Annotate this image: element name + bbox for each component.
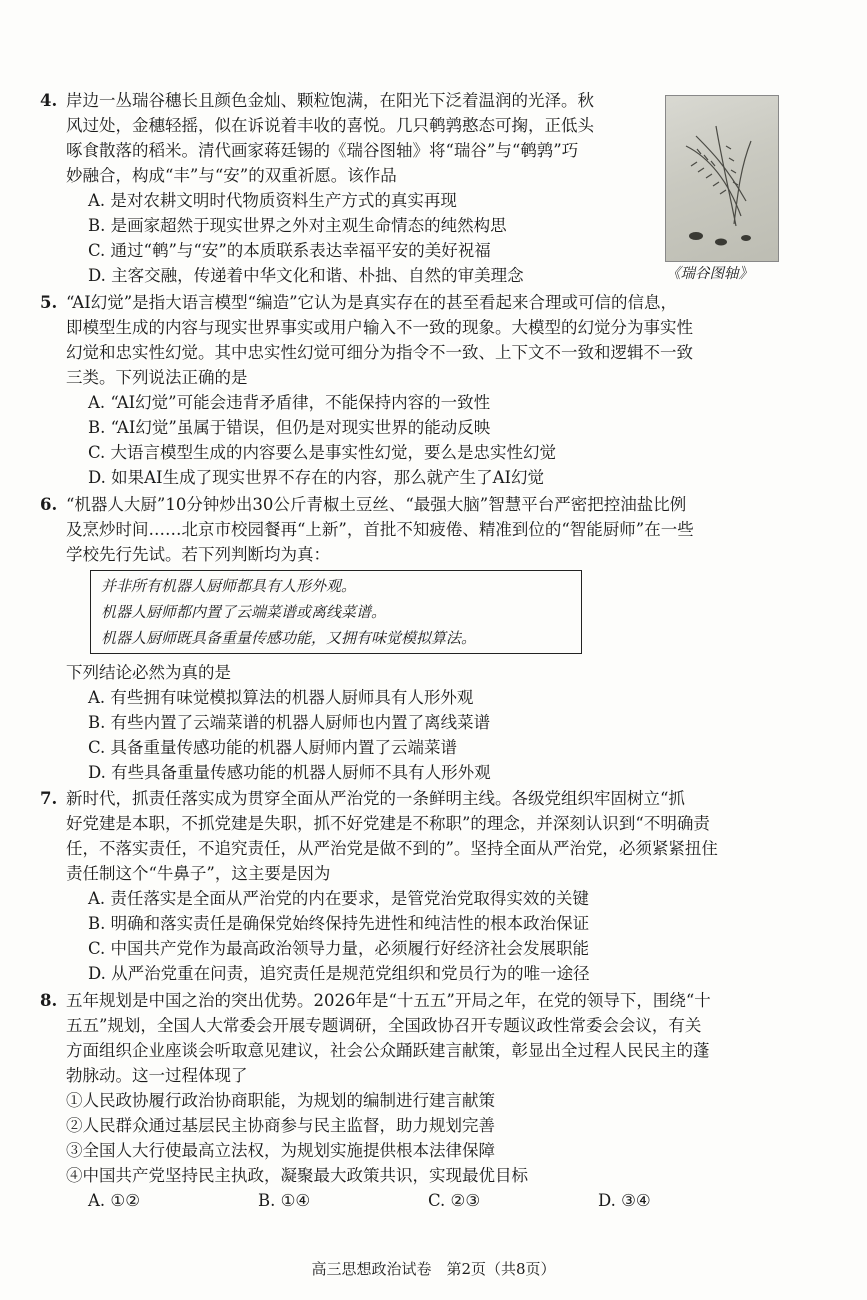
question-4-line-4: 妙融合，构成“丰”与“安”的双重祈愿。该作品	[66, 166, 397, 185]
rice-stalk-illustration	[666, 96, 778, 261]
question-6	[40, 492, 846, 567]
question-5	[40, 290, 846, 490]
page-footer: 高三思想政治试卷 第2页（共8页）	[311, 1260, 556, 1278]
option-c: C. 具备重量传感功能的机器人厨师内置了云端菜谱	[88, 738, 458, 757]
question-5-line-2: 即模型生成的内容与现实世界事实或用户输入不一致的现象。大模型的幻觉分为事实性	[66, 318, 693, 337]
choice-b: B. ①④	[258, 1191, 311, 1210]
question-6-line-3: 学校先行先试。若下列判断均为真：	[66, 545, 330, 564]
question-8-line-2: 五五”规划，全国人大常委会开展专题调研，全国政协召开专题议政性常委会会议，有关	[66, 1016, 702, 1035]
question-number: 4.	[40, 91, 58, 110]
condition-1: 并非所有机器人厨师都具有人形外观。	[101, 577, 357, 595]
option-d: D. 从严治党重在问责，追究责任是规范党组织和党员行为的唯一途径	[88, 964, 590, 983]
choice-a: A. ①②	[88, 1191, 140, 1210]
option-a: A. “AI幻觉”可能会违背矛盾律，不能保持内容的一致性	[88, 393, 491, 412]
question-5-line-4: 三类。下列说法正确的是	[66, 368, 248, 387]
question-7-line-4: 责任制这个“牛鼻子”，这主要是因为	[66, 864, 331, 883]
question-number: 8.	[40, 991, 58, 1010]
answer-choices	[66, 1188, 846, 1213]
question-7-line-2: 好党建是本职，不抓党建是失职，抓不好党建是不称职”的理念，并深刻认识到“不明确责	[66, 814, 710, 833]
question-4-line-3: 啄食散落的稻米。清代画家蒋廷锡的《瑞谷图轴》将“瑞谷”与“鹌鹑”巧	[66, 141, 579, 160]
statement-2: ②人民群众通过基层民主协商参与民主监督，助力规划完善	[66, 1116, 495, 1135]
question-8-line-3: 方面组织企业座谈会听取意见建议，社会公众踊跃建言献策，彰显出全过程人民民主的蓬	[66, 1041, 710, 1060]
question-8-line-1: 8. 五年规划是中国之治的突出优势。2026年是“十五五”开局之年，在党的领导下，围绕“十	[66, 988, 846, 1013]
option-a: A. 有些拥有味觉模拟算法的机器人厨师具有人形外观	[88, 688, 474, 707]
question-7-line-3: 任，不落实责任，不追究责任，从严治党是做不到的”。坚持全面从严治党，必须紧紧扭住	[66, 839, 718, 858]
question-number: 6.	[40, 495, 58, 514]
question-6-options	[66, 660, 846, 785]
option-c: C. 中国共产党作为最高政治领导力量，必须履行好经济社会发展职能	[88, 939, 590, 958]
question-6-prompt: 下列结论必然为真的是	[66, 663, 231, 682]
question-8	[40, 988, 846, 1213]
condition-3: 机器人厨师既具备重量传感功能，又拥有味觉模拟算法。	[101, 629, 477, 647]
statement-3: ③全国人大行使最高立法权，为规划实施提供根本法律保障	[66, 1141, 495, 1160]
option-c: C. 大语言模型生成的内容要么是事实性幻觉，要么是忠实性幻觉	[88, 443, 557, 462]
option-d: D. 有些具备重量传感功能的机器人厨师不具有人形外观	[88, 763, 491, 782]
option-a: A. 责任落实是全面从严治党的内在要求，是管党治党取得实效的关键	[88, 889, 589, 908]
question-number: 5.	[40, 293, 58, 312]
option-a: A. 是对农耕文明时代物质资料生产方式的真实再现	[88, 191, 457, 210]
painting-caption: 《瑞谷图轴》	[666, 266, 753, 282]
question-7-line-1: 7. 新时代，抓责任落实成为贯穿全面从严治党的一条鲜明主线。各级党组织牢固树立“抓	[66, 786, 846, 811]
statement-4: ④中国共产党坚持民主执政，凝聚最大政策共识，实现最优目标	[66, 1166, 528, 1185]
question-4-line-2: 风过处，金穗轻摇，似在诉说着丰收的喜悦。几只鹌鹑憨态可掬，正低头	[66, 116, 594, 135]
question-4-line-1: 4. 岸边一丛瑞谷穗长且颜色金灿、颗粒饱满，在阳光下泛着温润的光泽。秋	[66, 88, 656, 113]
option-b: B. 明确和落实责任是确保党始终保持先进性和纯洁性的根本政治保证	[88, 914, 590, 933]
option-b: B. 是画家超然于现实世界之外对主观生命情态的纯然构思	[88, 216, 507, 235]
question-8-line-4: 勃脉动。这一过程体现了	[66, 1066, 248, 1085]
question-6-line-1: 6. “机器人大厨”10分钟炒出30公斤青椒土豆丝、“最强大脑”智慧平台严密把控油盐比例	[66, 492, 846, 517]
question-5-line-1: 5. “AI幻觉”是指大语言模型“编造”它认为是真实存在的甚至看起来合理或可信的信息，	[66, 290, 846, 315]
question-number: 7.	[40, 789, 58, 808]
choice-c: C. ②③	[428, 1191, 481, 1210]
painting-image	[665, 95, 779, 262]
option-b: B. “AI幻觉”虽属于错误，但仍是对现实世界的能动反映	[88, 418, 491, 437]
question-4	[40, 88, 656, 288]
option-d: D. 主客交融，传递着中华文化和谐、朴拙、自然的审美理念	[88, 266, 524, 285]
question-5-line-3: 幻觉和忠实性幻觉。其中忠实性幻觉可细分为指令不一致、上下文不一致和逻辑不一致	[66, 343, 693, 362]
option-b: B. 有些内置了云端菜谱的机器人厨师也内置了离线菜谱	[88, 713, 491, 732]
condition-2: 机器人厨师都内置了云端菜谱或离线菜谱。	[101, 603, 387, 621]
choice-d: D. ③④	[598, 1191, 651, 1210]
question-6-line-2: 及烹炒时间……北京市校园餐再“上新”，首批不知疲倦、精准到位的“智能厨师”在一些	[66, 520, 694, 539]
conditions-box	[90, 570, 582, 654]
option-d: D. 如果AI生成了现实世界不存在的内容，那么就产生了AI幻觉	[88, 468, 544, 487]
statement-1: ①人民政协履行政治协商职能，为规划的编制进行建言献策	[66, 1091, 495, 1110]
question-7	[40, 786, 846, 986]
option-c: C. 通过“鹌”与“安”的本质联系表达幸福平安的美好祝福	[88, 241, 491, 260]
